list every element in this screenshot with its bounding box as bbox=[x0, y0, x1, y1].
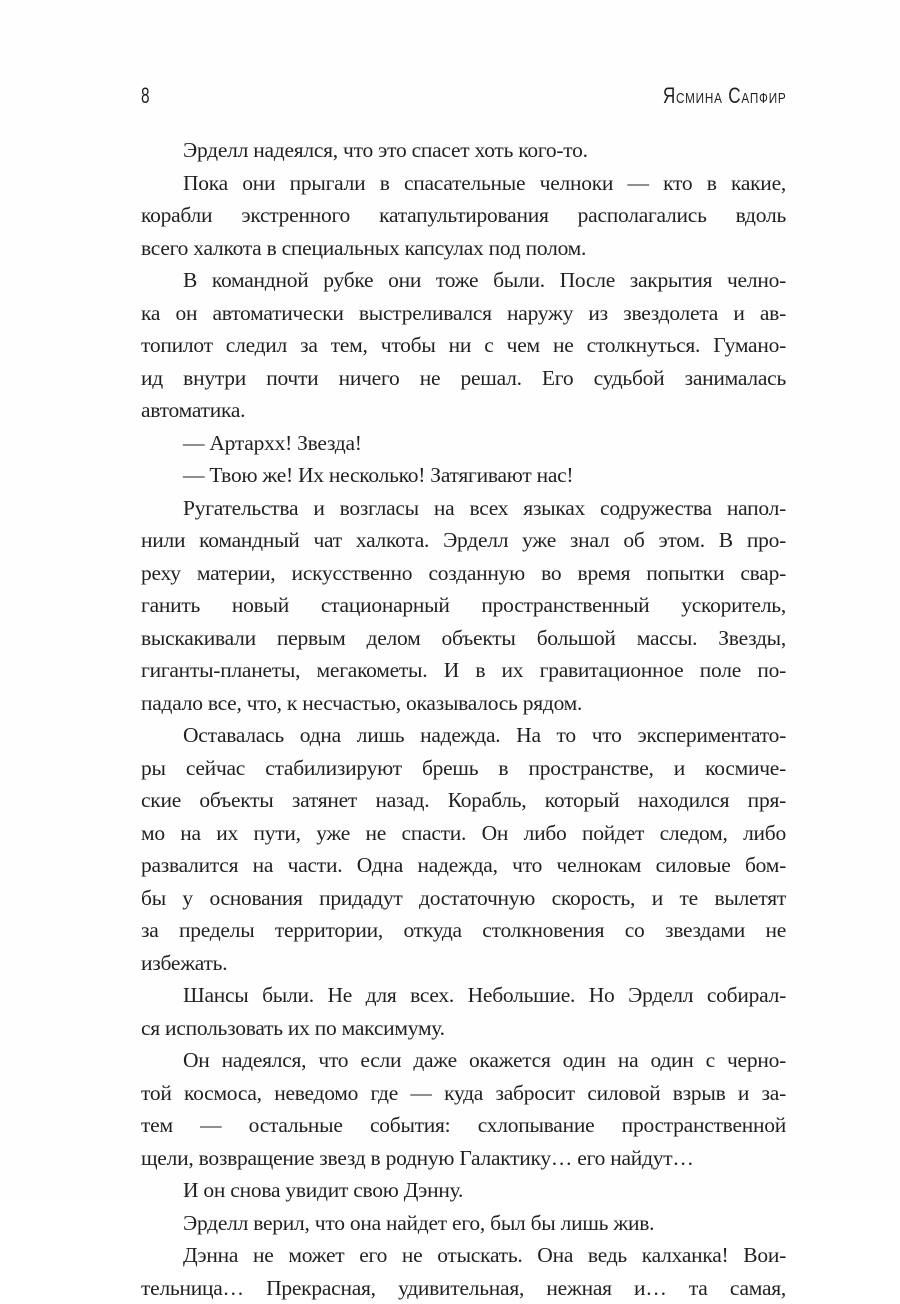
text-line: Эрделл надеялся, что это спасет хоть кого-то. bbox=[141, 134, 786, 167]
text-line: Он надеялся, что если даже окажется один на один с черно- bbox=[141, 1044, 786, 1077]
text-line: выскакивали первым делом объекты большой массы. Звезды, bbox=[141, 622, 786, 655]
text-line: И он снова увидит свою Дэнну. bbox=[141, 1174, 786, 1207]
text-line: тельница… Прекрасная, удивительная, нежная и… та самая, bbox=[141, 1272, 786, 1304]
text-line: реху материи, искусственно созданную во время попытки свар- bbox=[141, 557, 786, 590]
body-text bbox=[141, 134, 786, 1304]
paragraph bbox=[141, 459, 786, 492]
paragraph bbox=[141, 979, 786, 1044]
paragraph bbox=[141, 1239, 786, 1304]
text-line: ся использовать их по максимуму. bbox=[141, 1012, 786, 1045]
paragraph bbox=[141, 1207, 786, 1240]
text-line: Дэнна не может его не отыскать. Она ведь калханка! Вои- bbox=[141, 1239, 786, 1272]
text-line: Шансы были. Не для всех. Небольшие. Но Эрделл собирал- bbox=[141, 979, 786, 1012]
text-line: ганить новый стационарный пространственный ускоритель, bbox=[141, 589, 786, 622]
text-line: — Артархх! Звезда! bbox=[141, 427, 786, 460]
paragraph bbox=[141, 719, 786, 979]
text-line: ры сейчас стабилизируют брешь в пространстве, и космиче- bbox=[141, 752, 786, 785]
text-line: ские объекты затянет назад. Корабль, который находился пря- bbox=[141, 784, 786, 817]
text-line: Пока они прыгали в спасательные челноки — кто в какие, bbox=[141, 167, 786, 200]
running-head-author: Ясмина Сапфир bbox=[662, 83, 786, 109]
text-line: всего халкота в специальных капсулах под полом. bbox=[141, 232, 786, 265]
paragraph bbox=[141, 1174, 786, 1207]
text-line: бы у основания придадут достаточную скорость, и те вылетят bbox=[141, 882, 786, 915]
text-line: той космоса, неведомо где — куда забросит силовой взрыв и за- bbox=[141, 1077, 786, 1110]
paragraph bbox=[141, 264, 786, 427]
paragraph bbox=[141, 167, 786, 265]
text-line: нили командный чат халкота. Эрделл уже знал об этом. В про- bbox=[141, 524, 786, 557]
text-line: топилот следил за тем, чтобы ни с чем не столкнуться. Гумано- bbox=[141, 329, 786, 362]
text-line: — Твою же! Их несколько! Затягивают нас! bbox=[141, 459, 786, 492]
text-line: развалится на части. Одна надежда, что челнокам силовые бом- bbox=[141, 849, 786, 882]
text-line: тем — остальные события: схлопывание пространственной bbox=[141, 1109, 786, 1142]
paragraph bbox=[141, 427, 786, 460]
paragraph bbox=[141, 1044, 786, 1174]
text-line: ид внутри почти ничего не решал. Его судьбой занималась bbox=[141, 362, 786, 395]
text-line: избежать. bbox=[141, 947, 786, 980]
text-line: автоматика. bbox=[141, 394, 786, 427]
text-line: Оставалась одна лишь надежда. На то что экспериментато- bbox=[141, 719, 786, 752]
text-line: за пределы территории, откуда столкновения со звездами не bbox=[141, 914, 786, 947]
text-line: В командной рубке они тоже были. После закрытия челно- bbox=[141, 264, 786, 297]
text-line: корабли экстренного катапультирования располагались вдоль bbox=[141, 199, 786, 232]
text-line: падало все, что, к несчастью, оказывалось рядом. bbox=[141, 687, 786, 720]
text-line: гиганты-планеты, мегакометы. И в их гравитационное поле по- bbox=[141, 654, 786, 687]
text-line: Эрделл верил, что она найдет его, был бы лишь жив. bbox=[141, 1207, 786, 1240]
text-line: Ругательства и возгласы на всех языках содружества напол- bbox=[141, 492, 786, 525]
page-number: 8 bbox=[141, 83, 150, 109]
paragraph bbox=[141, 492, 786, 720]
text-line: мо на их пути, уже не спасти. Он либо пойдет следом, либо bbox=[141, 817, 786, 850]
text-line: ка он автоматически выстреливался наружу из звездолета и ав- bbox=[141, 297, 786, 330]
paragraph bbox=[141, 134, 786, 167]
text-line: щели, возвращение звезд в родную Галактику… его найдут… bbox=[141, 1142, 786, 1175]
